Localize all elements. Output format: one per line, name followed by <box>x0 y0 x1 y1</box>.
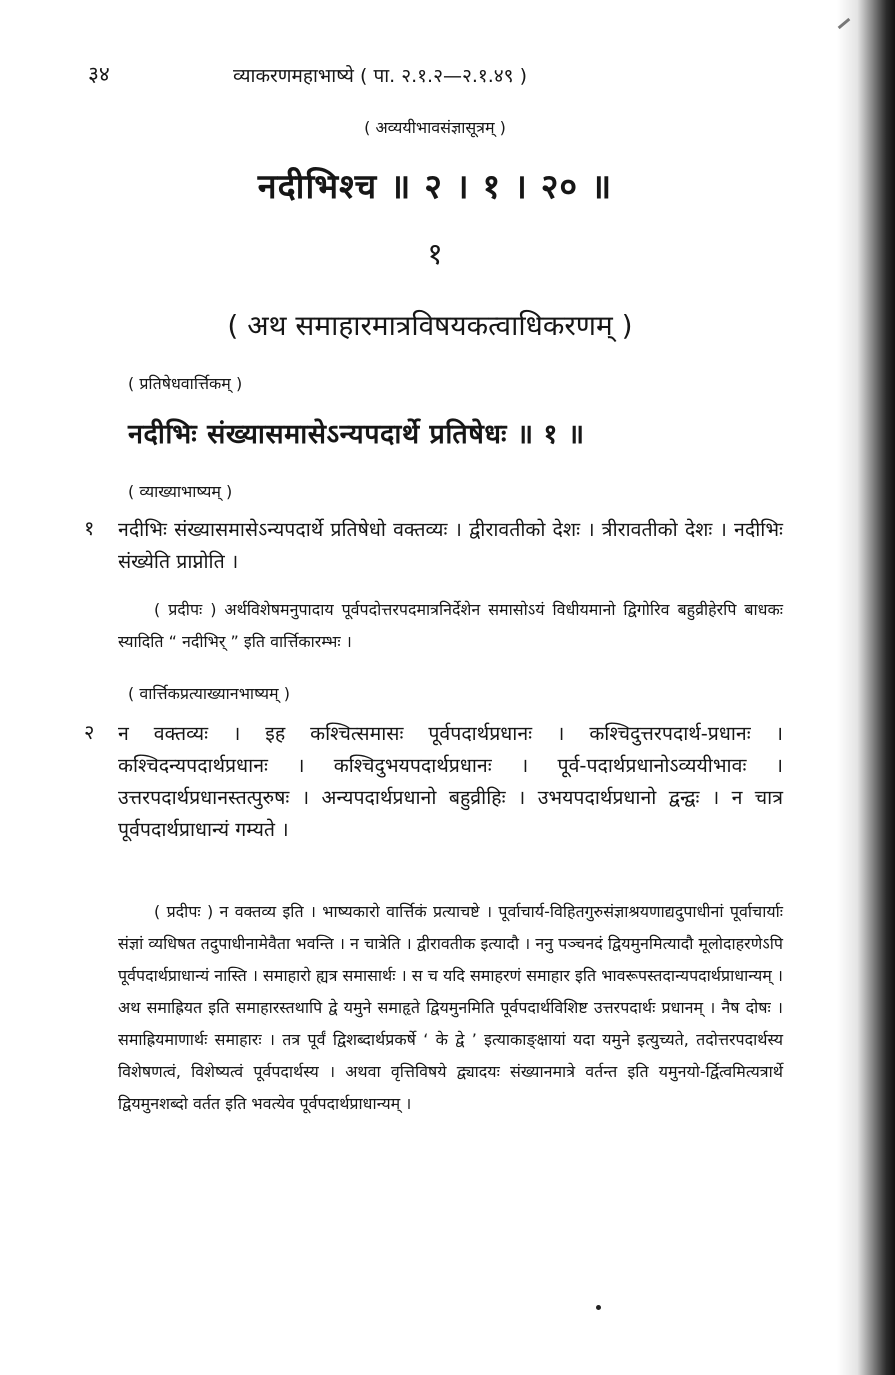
paragraph-number-2: २ <box>84 720 95 744</box>
page-header <box>88 60 808 90</box>
paragraph-number-1: १ <box>84 516 95 540</box>
pradipa-commentary-1: ( प्रदीपः ) अर्थविशेषमनुपादाय पूर्वपदोत्तरपदमात्रनिर्देशेन समासोऽयं विधीयमानो द्विगोरिव बहुव्रीहेरपि बाधकः स्यादिति “ नदीभिर् ” इति वार्त्तिकारम्भः । <box>118 600 783 651</box>
sutra-number: १ <box>427 237 443 272</box>
sutra-tag: ( अव्ययीभावसंज्ञासूत्रम् ) <box>364 118 506 137</box>
running-title: व्याकरणमहाभाष्ये ( पा. २.१.२—२.१.४९ ) <box>233 65 528 87</box>
varttika-tag: ( प्रतिषेधवार्त्तिकम् ) <box>128 374 243 393</box>
pradipa-commentary-2: ( प्रदीपः ) न वक्तव्य इति । भाष्यकारो वार्त्तिकं प्रत्याचष्टे । पूर्वाचार्य-विहितगुरुसंज्ञाश्रयणाद्यदुपाधीनां पूर्वाचार्याः संज्ञां व्यधिषत तदुपाधीनामेवैता भवन्ति । न चात्रेति । द्वीरावतीक इत्यादौ । ननु पञ्चनदं द्वियमुनमित्यादौ मूलोदाहरणेऽपि पूर्वपदार्थप्राधान्यं नास्ति । समाहारो ह्यत्र समासार्थः । स च यदि समाहरणं समाहार इति भावरूपस्तदान्यपदार्थप्राधान्यम् । अथ समाह्रियत इति समाहारस्तथापि द्वे यमुने समाहृते द्वियमुनमिति पूर्वपदार्थविशिष्ट उत्तरपदार्थः प्रधानम् । नैष दोषः । समाह्रियमाणार्थः समाहारः । तत्र पूर्वं द्विशब्दार्थप्रकर्षे ‘ के द्वे ’ इत्याकाङ्क्षायां यदा यमुने इत्युच्यते, तदोत्तरपदार्थस्य विशेषणत्वं, विशेष्यत्वं पूर्वपदार्थस्य । अथवा वृत्तिविषये द्व्यादयः संख्यानमात्रे वर्तन्त इति यमुनयो-र्द्वित्वमित्यत्रार्थे द्वियमुनशब्दो वर्तत इति भवत्येव पूर्वपदार्थप्राधान्यम् । <box>118 902 783 1113</box>
scan-dot <box>596 1305 601 1310</box>
bhashya-paragraph-1: नदीभिः संख्यासमासेऽन्यपदार्थे प्रतिषेधो वक्तव्यः । द्वीरावतीको देशः । त्रीरावतीको देशः । नदीभिः संख्येति प्राप्नोति । <box>118 518 783 573</box>
varttika-text: नदीभिः संख्यासमासेऽन्यपदार्थे प्रतिषेधः ॥ १ ॥ <box>128 419 585 450</box>
page-number: ३४ <box>88 62 110 86</box>
book-binding-shadow <box>837 0 895 1375</box>
vyakhya-tag: ( व्याख्याभाष्यम् ) <box>128 482 233 501</box>
sutra-title: नदीभिश्च ॥ २ । १ । २० ॥ <box>257 167 613 207</box>
pratyakhyana-tag: ( वार्त्तिकप्रत्याख्यानभाष्यम् ) <box>128 684 290 703</box>
bhashya-paragraph-2: न वक्तव्यः । इह कश्चित्समासः पूर्वपदार्थप्रधानः । कश्चिदुत्तरपदार्थ-प्रधानः । कश्चिदन्यपदार्थप्रधानः । कश्चिदुभयपदार्थप्रधानः । पूर्व-पदार्थप्रधानोऽव्ययीभावः । उत्तरपदार्थप्रधानस्तत्पुरुषः । अन्यपदार्थप्रधानो बहुव्रीहिः । उभयपदार्थप्रधानो द्वन्द्वः । न चात्र पूर्वपदार्थप्राधान्यं गम्यते । <box>118 722 783 841</box>
adhikarana-heading: ( अथ समाहारमात्रविषयकत्वाधिकरणम् ) <box>227 309 633 342</box>
